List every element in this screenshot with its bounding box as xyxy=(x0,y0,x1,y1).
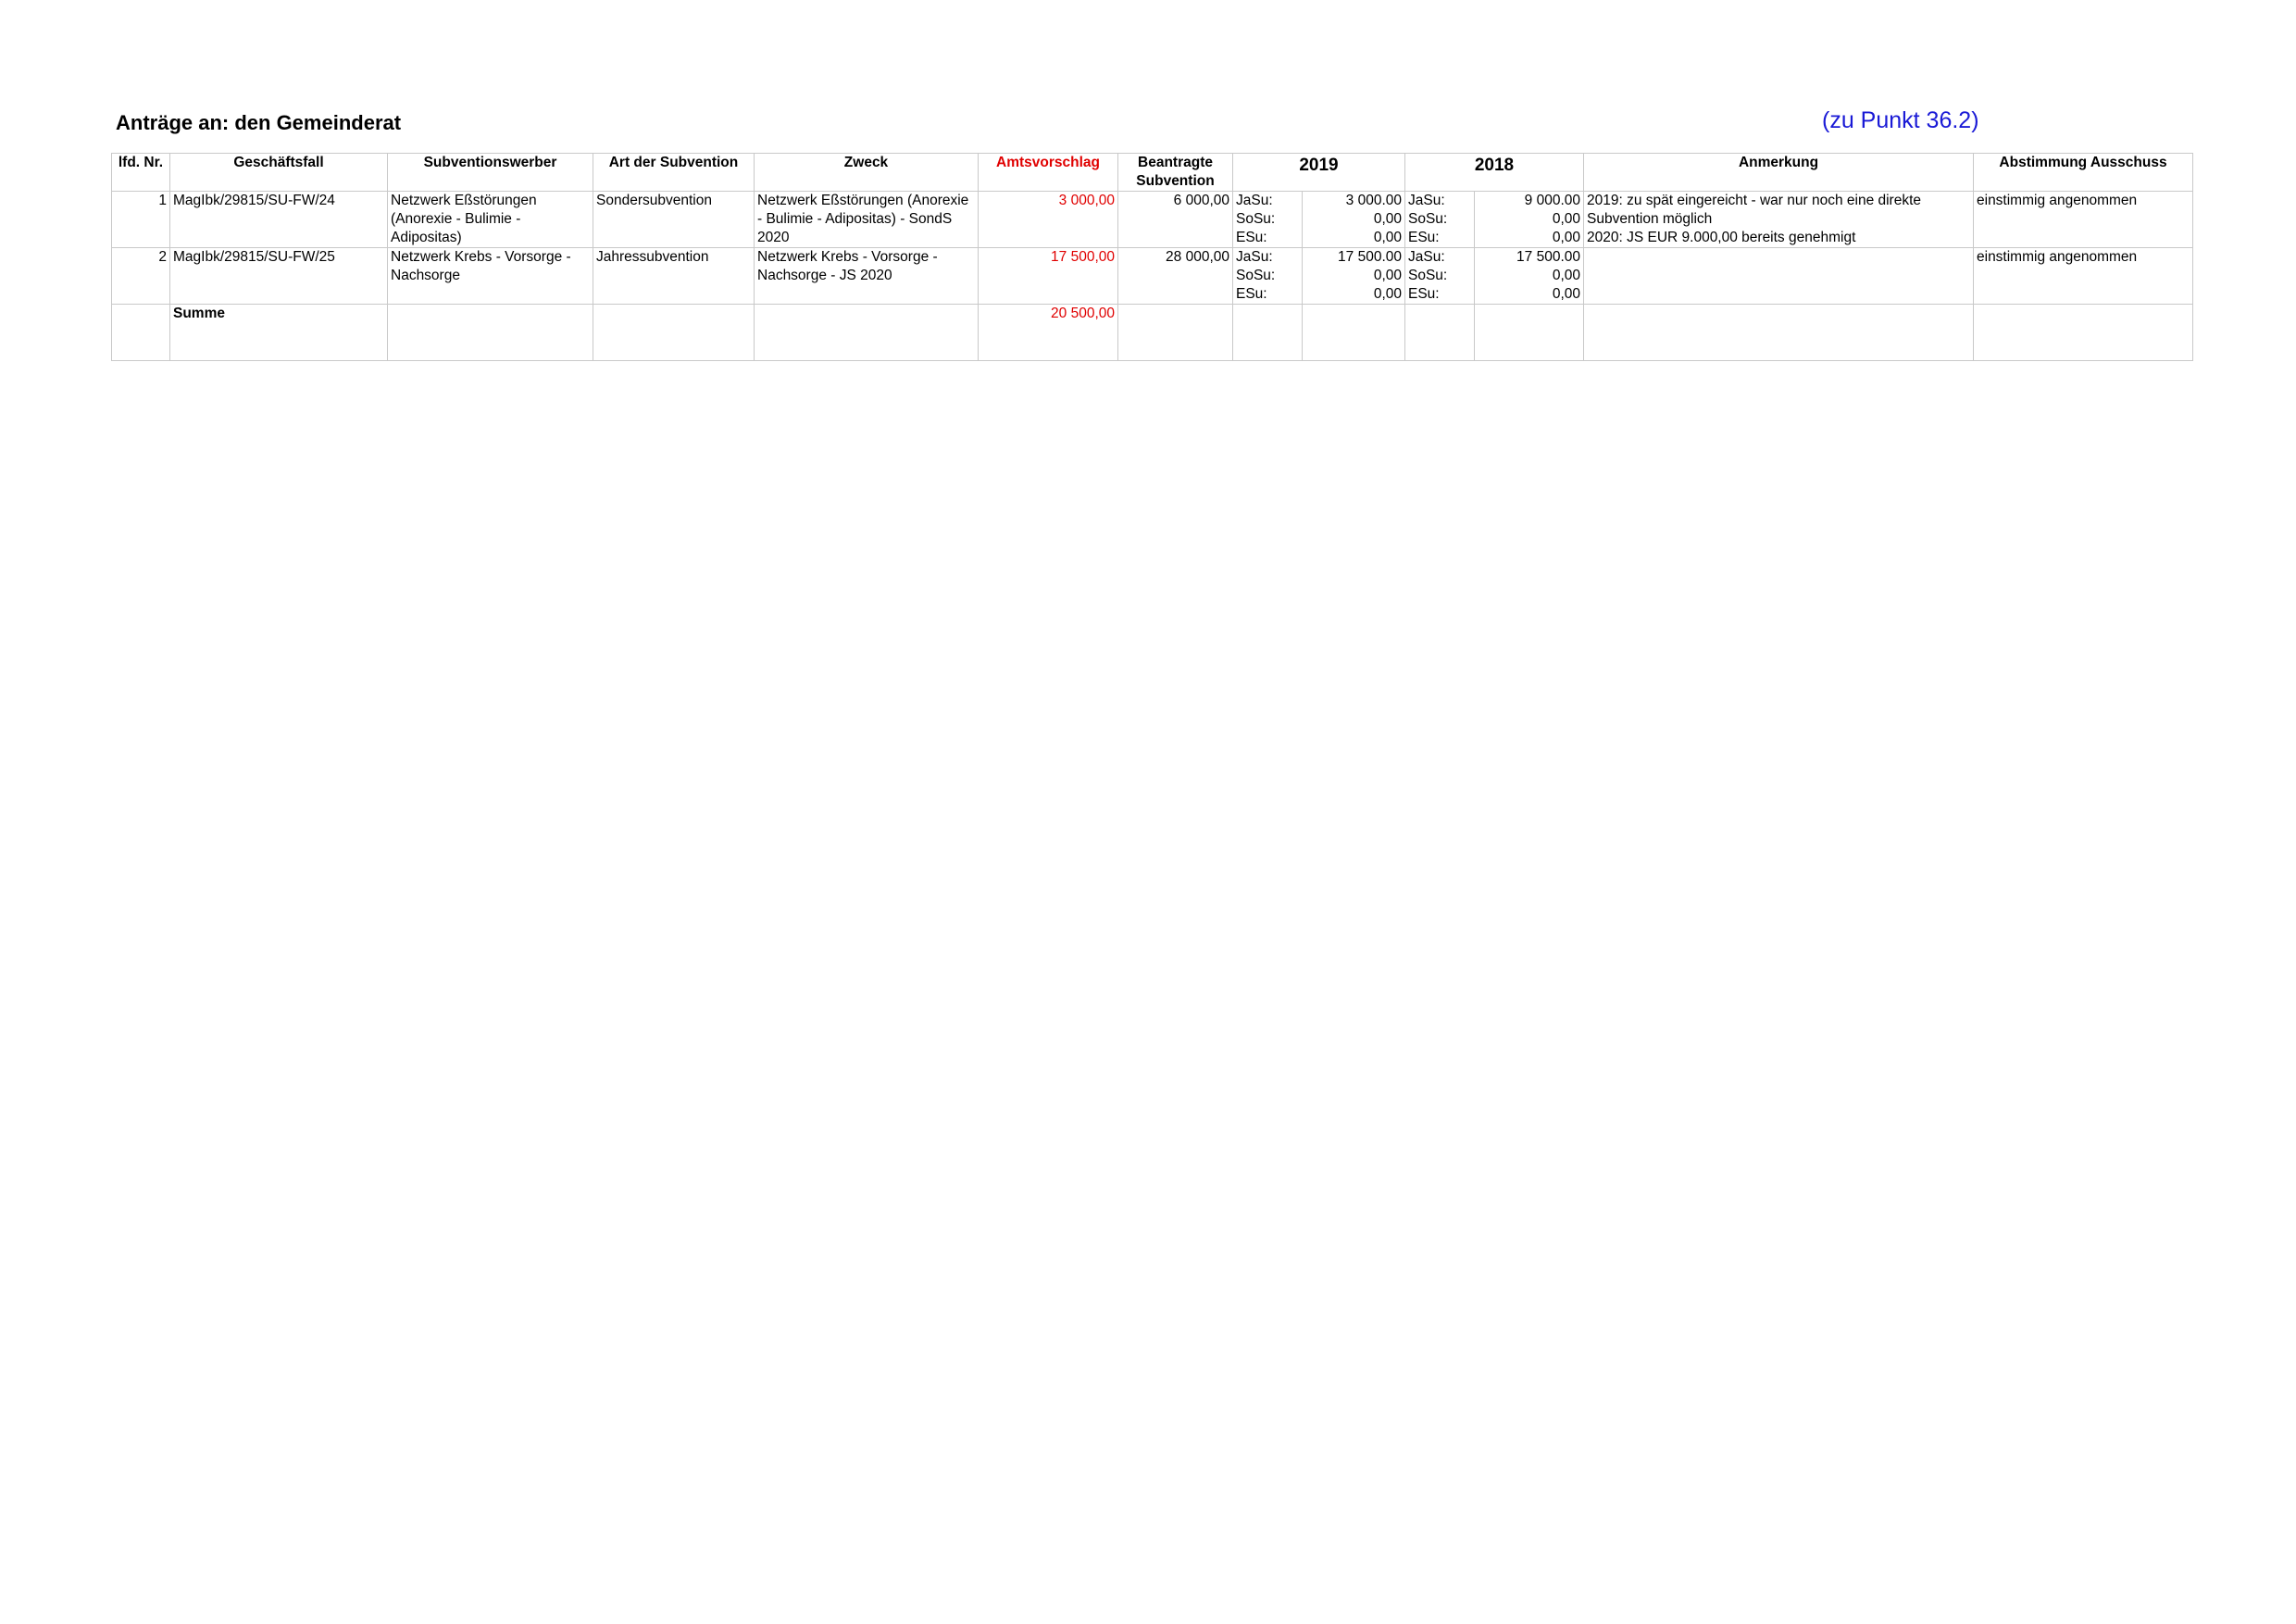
table-row xyxy=(112,192,2193,248)
label-jasu: JaSu: xyxy=(1408,249,1445,265)
anmerkung-line: Subvention möglich xyxy=(1587,211,1713,227)
cell-2018-labels xyxy=(1405,248,1475,305)
sum-row xyxy=(112,305,2193,361)
cell-2019-values xyxy=(1303,192,1405,248)
label-jasu: JaSu: xyxy=(1236,249,1273,265)
cell-2019-labels xyxy=(1233,248,1303,305)
cell-2018-values xyxy=(1475,192,1584,248)
cell-empty xyxy=(1303,305,1405,361)
value-jasu: 17 500.00 xyxy=(1338,249,1402,265)
cell-geschaeftsfall: MagIbk/29815/SU-FW/24 xyxy=(170,192,388,248)
value-sosu: 0,00 xyxy=(1373,211,1402,227)
value-esu: 0,00 xyxy=(1373,286,1402,302)
cell-subventionswerber: Netzwerk Krebs - Vorsorge - Nachsorge xyxy=(388,248,593,305)
cell-empty xyxy=(1584,305,1974,361)
label-esu: ESu: xyxy=(1408,286,1440,302)
cell-art: Sondersubvention xyxy=(593,192,755,248)
cell-empty xyxy=(388,305,593,361)
value-sosu: 0,00 xyxy=(1552,268,1580,283)
cell-art: Jahressubvention xyxy=(593,248,755,305)
col-header-anmerkung: Anmerkung xyxy=(1584,154,1974,192)
label-sosu: SoSu: xyxy=(1236,211,1276,227)
cell-empty xyxy=(1974,305,2193,361)
sum-amtsvorschlag: 20 500,00 xyxy=(979,305,1118,361)
label-esu: ESu: xyxy=(1236,286,1267,302)
value-jasu: 9 000.00 xyxy=(1524,193,1580,208)
label-jasu: JaSu: xyxy=(1236,193,1273,208)
cell-2018-labels xyxy=(1405,192,1475,248)
col-header-subventionswerber: Subventionswerber xyxy=(388,154,593,192)
cell-nr: 2 xyxy=(112,248,170,305)
cell-empty xyxy=(1405,305,1475,361)
cell-empty xyxy=(112,305,170,361)
value-esu: 0,00 xyxy=(1373,230,1402,245)
anmerkung-line: 2019: zu spät eingereicht - war nur noch eine direkte xyxy=(1587,193,1922,208)
value-sosu: 0,00 xyxy=(1552,211,1580,227)
cell-beantragte: 6 000,00 xyxy=(1118,192,1233,248)
col-header-year-2018: 2018 xyxy=(1405,154,1584,192)
cell-anmerkung xyxy=(1584,192,1974,248)
col-header-beantragte: Beantragte Subvention xyxy=(1118,154,1233,192)
col-header-lfd-nr: lfd. Nr. xyxy=(112,154,170,192)
cell-beantragte: 28 000,00 xyxy=(1118,248,1233,305)
col-header-zweck: Zweck xyxy=(755,154,979,192)
value-esu: 0,00 xyxy=(1552,230,1580,245)
col-header-geschaeftsfall: Geschäftsfall xyxy=(170,154,388,192)
label-sosu: SoSu: xyxy=(1408,211,1448,227)
value-jasu: 3 000.00 xyxy=(1345,193,1402,208)
cell-amtsvorschlag: 3 000,00 xyxy=(979,192,1118,248)
anmerkung-line: 2020: JS EUR 9.000,00 bereits genehmigt xyxy=(1587,230,1856,245)
value-sosu: 0,00 xyxy=(1373,268,1402,283)
cell-empty xyxy=(593,305,755,361)
cell-empty xyxy=(755,305,979,361)
value-jasu: 17 500.00 xyxy=(1516,249,1580,265)
value-esu: 0,00 xyxy=(1552,286,1580,302)
label-sosu: SoSu: xyxy=(1408,268,1448,283)
cell-empty xyxy=(1475,305,1584,361)
cell-amtsvorschlag: 17 500,00 xyxy=(979,248,1118,305)
cell-zweck: Netzwerk Krebs - Vorsorge - Nachsorge - JS 2020 xyxy=(755,248,979,305)
header-row xyxy=(112,154,2193,192)
cell-empty xyxy=(1233,305,1303,361)
label-jasu: JaSu: xyxy=(1408,193,1445,208)
col-header-year-2019: 2019 xyxy=(1233,154,1405,192)
cell-anmerkung xyxy=(1584,248,1974,305)
col-header-art: Art der Subvention xyxy=(593,154,755,192)
cell-empty xyxy=(1118,305,1233,361)
cell-nr: 1 xyxy=(112,192,170,248)
table-row xyxy=(112,248,2193,305)
cell-zweck: Netzwerk Eßstörungen (Anorexie - Bulimie - Adipositas) - SondS 2020 xyxy=(755,192,979,248)
cell-geschaeftsfall: MagIbk/29815/SU-FW/25 xyxy=(170,248,388,305)
cell-abstimmung: einstimmig angenommen xyxy=(1974,192,2193,248)
col-header-abstimmung: Abstimmung Ausschuss xyxy=(1974,154,2193,192)
cell-subventionswerber: Netzwerk Eßstörungen (Anorexie - Bulimie - Adipositas) xyxy=(388,192,593,248)
cell-2018-values xyxy=(1475,248,1584,305)
agenda-reference: (zu Punkt 36.2) xyxy=(1822,107,1979,133)
sum-label: Summe xyxy=(170,305,388,361)
cell-abstimmung: einstimmig angenommen xyxy=(1974,248,2193,305)
label-sosu: SoSu: xyxy=(1236,268,1276,283)
cell-2019-labels xyxy=(1233,192,1303,248)
page-title: Anträge an: den Gemeinderat xyxy=(116,111,402,134)
label-esu: ESu: xyxy=(1408,230,1440,245)
col-header-amtsvorschlag: Amtsvorschlag xyxy=(979,154,1118,192)
cell-2019-values xyxy=(1303,248,1405,305)
label-esu: ESu: xyxy=(1236,230,1267,245)
subsidy-table xyxy=(111,153,2193,361)
